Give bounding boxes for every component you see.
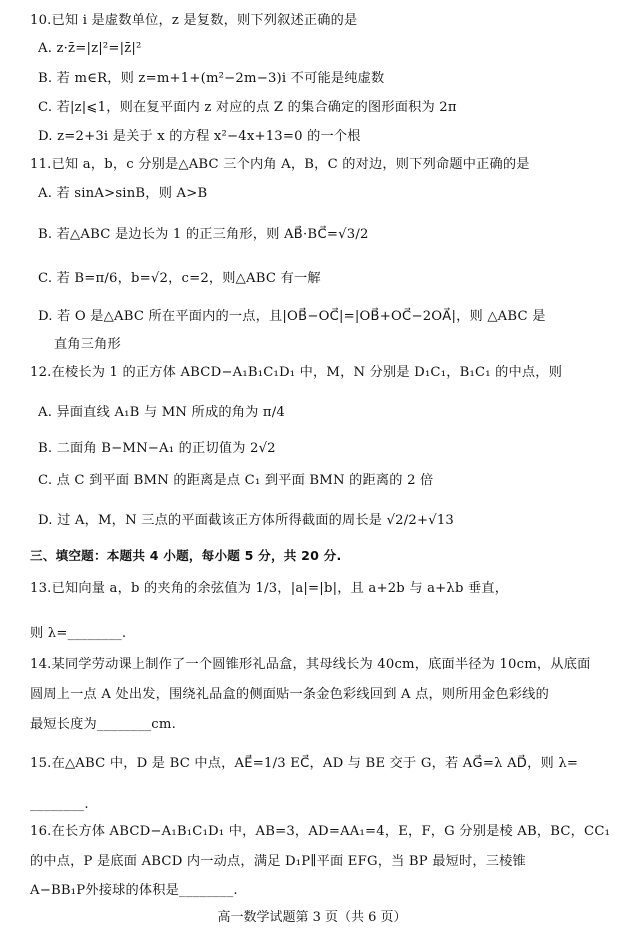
section-3-heading: 三、填空题：本题共 4 小题，每小题 5 分，共 20 分. [30,548,342,563]
question-11-option-a: A. 若 sinA>sinB，则 A>B [38,186,208,201]
page-footer: 高一数学试题第 3 页（共 6 页） [217,910,407,925]
question-11-option-d-continued: 直角三角形 [54,337,121,352]
question-12-option-a: A. 异面直线 A₁B 与 MN 所成的角为 π/4 [38,405,285,420]
question-16-line-2: 的中点，P 是底面 ABCD 内一动点，满足 D₁P∥平面 EFG，当 BP 最短时，三棱锥 [30,854,526,869]
question-11-option-b: B. 若△ABC 是边长为 1 的正三角形，则 AB⃗·BC⃗=√3/2 [38,227,369,242]
question-10-option-a: A. z·z̄=|z|²=|z̄|² [38,41,142,56]
question-14-line-1: 14.某同学劳动课上制作了一个圆锥形礼品盒，其母线长为 40cm，底面半径为 10cm，从底面 [30,657,591,672]
question-11-stem: 11.已知 a，b，c 分别是△ABC 三个内角 A，B，C 的对边，则下列命题中正确的是 [30,157,530,172]
question-14-line-3: 最短长度为________cm. [30,717,176,732]
question-13-line-2: 则 λ=________. [30,626,127,641]
question-13-line-1: 13.已知向量 a，b 的夹角的余弦值为 1/3，|a|=|b|，且 a+2b 与 a+λb 垂直， [30,581,509,596]
question-15-line-2: ________. [30,797,89,812]
question-10-option-b: B. 若 m∈R，则 z=m+1+(m²−2m−3)i 不可能是纯虚数 [38,71,385,86]
question-12-option-d: D. 过 A，M，N 三点的平面截该正方体所得截面的周长是 √2/2+√13 [38,513,455,528]
question-12-option-b: B. 二面角 B−MN−A₁ 的正切值为 2√2 [38,441,276,456]
question-10-option-d: D. z=2+3i 是关于 x 的方程 x²−4x+13=0 的一个根 [38,129,361,144]
question-10-stem: 10.已知 i 是虚数单位，z 是复数，则下列叙述正确的是 [30,13,358,28]
question-15-line-1: 15.在△ABC 中，D 是 BC 中点，AE⃗=1/3 EC⃗，AD 与 BE 交于 G，若 AG⃗=λ AD⃗，则 λ= [30,756,579,771]
question-12-option-c: C. 点 C 到平面 BMN 的距离是点 C₁ 到平面 BMN 的距离的 2 倍 [38,473,434,488]
question-11-option-c: C. 若 B=π/6，b=√2，c=2，则△ABC 有一解 [38,271,321,286]
question-12-stem: 12.在棱长为 1 的正方体 ABCD−A₁B₁C₁D₁ 中，M，N 分别是 D₁C₁，B₁C₁ 的中点，则 [30,365,563,380]
question-16-line-3: A−BB₁P外接球的体积是________. [30,883,238,898]
question-10-option-c: C. 若|z|⩽1，则在复平面内 z 对应的点 Z 的集合确定的图形面积为 2π [38,100,457,115]
question-11-option-d: D. 若 O 是△ABC 所在平面内的一点，且|OB⃗−OC⃗|=|OB⃗+OC⃗−2OA⃗|，则 △ABC 是 [38,309,546,324]
question-16-line-1: 16.在长方体 ABCD−A₁B₁C₁D₁ 中，AB=3，AD=AA₁=4，E，F，G 分别是棱 AB，BC，CC₁ [30,824,611,839]
question-14-line-2: 圆周上一点 A 处出发，围绕礼品盒的侧面贴一条金色彩线回到 A 点，则所用金色彩线的 [30,687,549,702]
